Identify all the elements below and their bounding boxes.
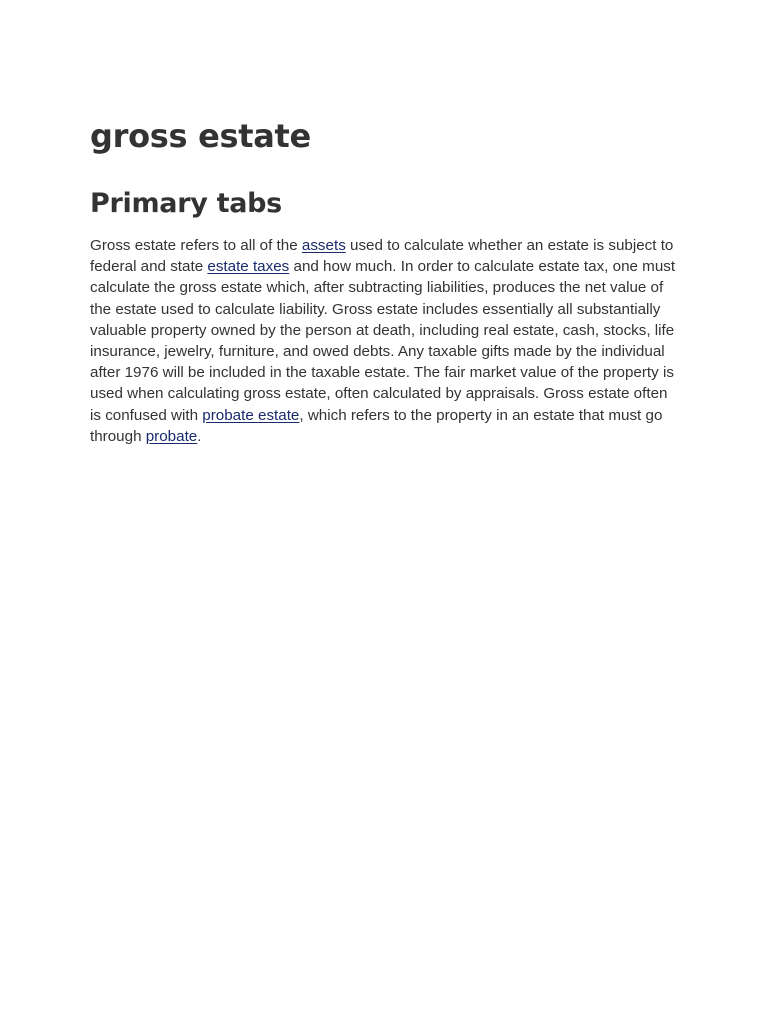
definition-text: used to calculate whether an estate is subject to federal and state [90, 237, 674, 276]
probate-estate-link[interactable]: probate estate [202, 406, 300, 424]
definition-paragraph [90, 235, 680, 447]
definition-text: and how much. In order to calculate estate tax, one must calculate the gross estate which, after subtracting liabilities, produces the net value of the estate used to calculate liability. Gross estate includes essentially all substantially valuable property owned by the person at death, including real estate, cash, stocks, life insurance, jewelry, furniture, and owed debts. Any taxable gifts made by the individual after 1976 will be included in the taxable estate. The fair market value of the property is used when calculating gross estate, often calculated by appraisals. Gross estate often is confused with [90, 258, 676, 424]
estate-taxes-link[interactable]: estate taxes [207, 258, 290, 276]
probate-link[interactable]: probate [145, 427, 198, 445]
section-title: Primary tabs [90, 188, 282, 219]
definition-text: , which refers to the property in an estate that must go through [90, 406, 663, 445]
page-title: gross estate [90, 117, 311, 155]
article [90, 112, 680, 447]
assets-link[interactable]: assets [301, 237, 346, 254]
definition-text: . [197, 427, 202, 445]
definition-text: Gross estate refers to all of the [90, 237, 302, 254]
